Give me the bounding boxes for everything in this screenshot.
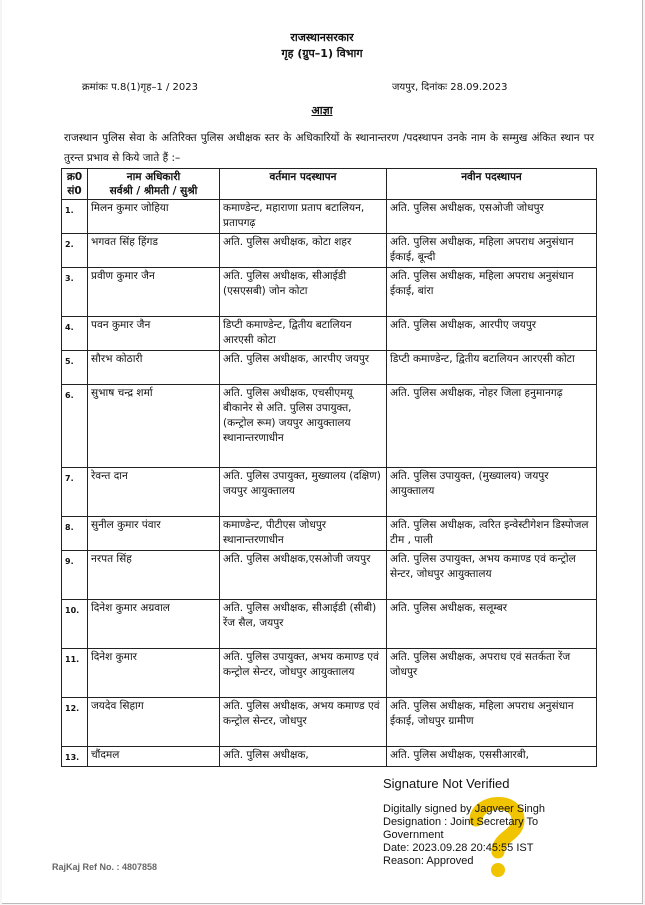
government-title: राजस्थानसरकार (290, 31, 354, 44)
name-cell: जयदेव सिहाग (88, 698, 220, 747)
serial-cell: 9. (62, 551, 88, 600)
serial-cell: 13. (62, 747, 88, 767)
serial-cell: 6. (62, 385, 88, 468)
intro-paragraph: राजस्थान पुलिस सेवा के अतिरिक्त पुलिस अधीक्षक स्तर के अधिकारियों के स्थानान्तरण /पदस्थापन उनके नाम के सम्मुख अंकित स्थान पर तुरन्त प्रभाव से किये जाते हैं :– (64, 132, 594, 164)
serial-cell: 4. (62, 317, 88, 351)
header-officer-name: नाम अधिकारी सर्वश्री / श्रीमती / सुश्री (88, 169, 220, 200)
current-posting-cell: अति. पुलिस अधीक्षक, सीआईडी (एसएसबी) जोन कोटा (220, 268, 387, 317)
signed-by: Digitally signed by Jagveer Singh (383, 803, 546, 815)
serial-cell: 10. (62, 600, 88, 649)
current-posting-cell: अति. पुलिस उपायुक्त, अभय कमाण्ड एवं कन्ट्रोल सेन्टर, जोधपुर आयुक्तालय (220, 649, 387, 698)
current-posting-cell: अति. पुलिस अधीक्षक, सीआईडी (सीबी) रेंज सैल, जयपुर (220, 600, 387, 649)
order-title: आज्ञा (311, 104, 333, 117)
name-cell: दिनेश कुमार (88, 649, 220, 698)
designation-line-2: Government (383, 829, 444, 841)
name-cell: भगवत सिंह हिंगड (88, 234, 220, 268)
new-posting-cell: अति. पुलिस अधीक्षक, सलूम्बर (387, 600, 597, 649)
name-cell: रेवन्त दान (88, 468, 220, 517)
transfer-table (61, 168, 597, 767)
designation-line-1: Designation : Joint Secretary To (383, 816, 539, 828)
new-posting-cell: अति. पुलिस अधीक्षक, महिला अपराध अनुसंधान ईकाई, जोधपुर ग्रामीण (387, 698, 597, 747)
rajkaj-reference: RajKaj Ref No. : 4807858 (52, 862, 158, 872)
name-cell: पवन कुमार जैन (88, 317, 220, 351)
serial-cell: 2. (62, 234, 88, 268)
header-serial: क्र0 सं0 (62, 169, 88, 200)
new-posting-cell: डिप्टी कमाण्डेन्ट, द्वितीय बटालियन आरएसी कोटा (387, 351, 597, 385)
serial-cell: 11. (62, 649, 88, 698)
signature-reason: Reason: Approved (383, 855, 474, 867)
name-cell: मिलन कुमार जोहिया (88, 200, 220, 234)
table-row (62, 385, 597, 468)
header-new-posting: नवीन पदस्थापन (387, 169, 597, 200)
serial-cell: 3. (62, 268, 88, 317)
serial-cell: 12. (62, 698, 88, 747)
current-posting-cell: अति. पुलिस अधीक्षक, अभय कमाण्ड एवं कन्ट्रोल सेन्टर, जोधपुर (220, 698, 387, 747)
table-row (62, 234, 597, 268)
current-posting-cell: अति. पुलिस उपायुक्त, मुख्यालय (दक्षिण) जयपुर आयुक्तालय (220, 468, 387, 517)
name-cell: प्रवीण कुमार जैन (88, 268, 220, 317)
current-posting-cell: अति. पुलिस अधीक्षक, एचसीएमयू बीकानेर से अति. पुलिस उपायुक्त, (कन्ट्रोल रूम) जयपुर आयुक्तालय स्थानान्तरणाधीन (220, 385, 387, 468)
current-posting-cell: डिप्टी कमाण्डेन्ट, द्वितीय बटालियन आरएसी कोटा (220, 317, 387, 351)
serial-cell: 8. (62, 517, 88, 551)
new-posting-cell: अति. पुलिस अधीक्षक, नोहर जिला हनुमानगढ़ (387, 385, 597, 468)
table-row (62, 747, 597, 767)
table-row (62, 551, 597, 600)
new-posting-cell: अति. पुलिस अधीक्षक, त्वरित इन्वेस्टीगेशन डिस्पोजल टीम , पाली (387, 517, 597, 551)
table-row (62, 517, 597, 551)
name-cell: सुनील कुमार पंवार (88, 517, 220, 551)
name-cell: सुभाष चन्द्र शर्मा (88, 385, 220, 468)
department-title: गृह (ग्रुप–1) विभाग (281, 47, 363, 60)
table-row (62, 649, 597, 698)
name-cell: चौंदमल (88, 747, 220, 767)
new-posting-cell: अति. पुलिस अधीक्षक, एसओजी जोधपुर (387, 200, 597, 234)
digital-signature-block (383, 776, 623, 868)
current-posting-cell: कमाण्डेन्ट, पीटीएस जोधपुर स्थानान्तरणाधीन (220, 517, 387, 551)
new-posting-cell: अति. पुलिस उपायुक्त, (मुख्यालय) जयपुर आयुक्तालय (387, 468, 597, 517)
name-cell: दिनेश कुमार अग्रवाल (88, 600, 220, 649)
new-posting-cell: अति. पुलिस अधीक्षक, आरपीए जयपुर (387, 317, 597, 351)
serial-cell: 5. (62, 351, 88, 385)
order-date: जयपुर, दिनांकः 28.09.2023 (392, 82, 508, 93)
reference-number: क्रमांकः प.8(1)गृह–1 / 2023 (82, 82, 198, 93)
table-row (62, 600, 597, 649)
current-posting-cell: कमाण्डेन्ट, महाराणा प्रताप बटालियन, प्रतापगढ़ (220, 200, 387, 234)
signature-date: Date: 2023.09.28 20:45:55 IST (383, 842, 534, 854)
table-row (62, 268, 597, 317)
name-cell: नरपत सिंह (88, 551, 220, 600)
new-posting-cell: अति. पुलिस उपायुक्त, अभय कमाण्ड एवं कन्ट्रोल सेन्टर, जोधपुर आयुक्तालय (387, 551, 597, 600)
new-posting-cell: अति. पुलिस अधीक्षक, महिला अपराध अनुसंधान ईकाई, बून्दी (387, 234, 597, 268)
table-row (62, 200, 597, 234)
current-posting-cell: अति. पुलिस अधीक्षक, कोटा शहर (220, 234, 387, 268)
table-row (62, 317, 597, 351)
new-posting-cell: अति. पुलिस अधीक्षक, एससीआरबी, (387, 747, 597, 767)
table-header-row (62, 169, 597, 200)
table-row (62, 698, 597, 747)
name-cell: सौरभ कोठारी (88, 351, 220, 385)
serial-cell: 7. (62, 468, 88, 517)
signature-status: Signature Not Verified (383, 776, 510, 791)
table-row (62, 351, 597, 385)
header-current-posting: वर्तमान पदस्थापन (220, 169, 387, 200)
document-page (2, 0, 643, 904)
current-posting-cell: अति. पुलिस अधीक्षक,एसओजी जयपुर (220, 551, 387, 600)
table-row (62, 468, 597, 517)
serial-cell: 1. (62, 200, 88, 234)
current-posting-cell: अति. पुलिस अधीक्षक, (220, 747, 387, 767)
current-posting-cell: अति. पुलिस अधीक्षक, आरपीए जयपुर (220, 351, 387, 385)
new-posting-cell: अति. पुलिस अधीक्षक, महिला अपराध अनुसंधान ईकाई, बांरा (387, 268, 597, 317)
new-posting-cell: अति. पुलिस अधीक्षक, अपराध एवं सतर्कता रेंज जोधपुर (387, 649, 597, 698)
